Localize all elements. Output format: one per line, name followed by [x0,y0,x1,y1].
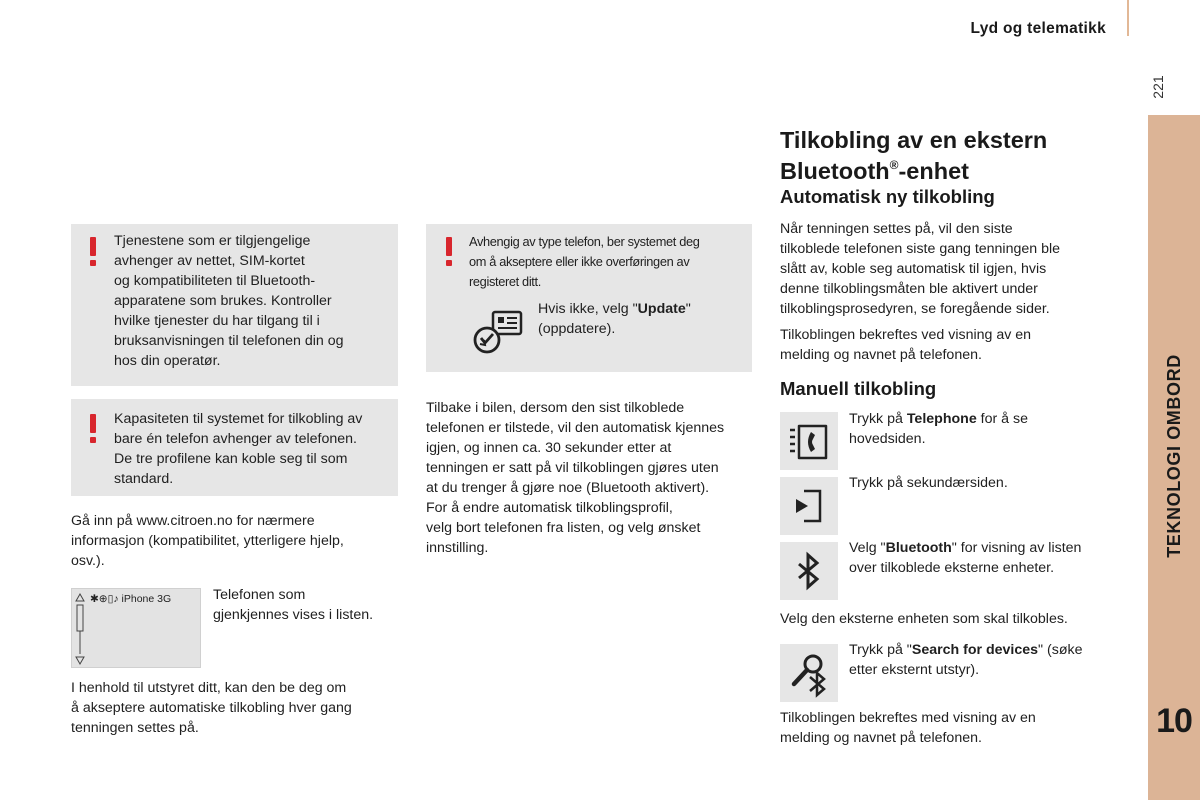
notice-register-text: Avhengig av type telefon, ber systemet deg om å akseptere eller ikke overføringen av registeret ditt. [469,234,700,289]
chapter-number: 10 [1156,702,1192,740]
auto-accept-paragraph: I henhold til utstyret ditt, kan den be deg om å akseptere automatiske tilkobling hver gang tenningen settes på. [71,680,352,736]
auto-connect-paragraph: Når tenningen settes på, vil den siste tilkoblede telefonen siste gang tenningen ble slått av, koble seg automatisk til igjen, hvis denne tilkoblingsmåten ble aktivert under tilkoblingsprosedyren, se foregående sider. [780,221,1061,317]
select-device-text: Velg den eksterne enheten som skal tilkobles. [780,611,1068,627]
bluetooth-button[interactable] [780,542,838,600]
notice-services-text: Tjenestene som er tilgjengelige avhenger av nettet, SIM-kortet og kompatibiliteten til Bluetooth- apparatene som brukes. Kontroller hvilke tjenester du har tilgang til i bruksanvisningen til telefonen din og hos din operatør. [114,233,344,369]
final-confirm-paragraph: Tilkoblingen bekreftes med visning av en melding og navnet på telefonen. [780,710,1036,746]
bluetooth-icon [780,542,838,600]
notice-box-capacity [71,399,398,496]
notice-capacity-text: Kapasiteten til systemet for tilkobling av bare én telefon avhenger av telefonen. De tre profilene kan koble seg til som standard. [114,411,363,487]
update-instruction: Hvis ikke, velg "Update" (oppdatere). [538,301,691,337]
step-telephone-text: Trykk på Telephone for å se hovedsiden. [849,411,1028,447]
step-search-text: Trykk på "Search for devices" (søke etter eksternt utstyr). [849,642,1083,678]
manual-connect-heading: Manuell tilkobling [780,378,937,399]
search-devices-icon [780,644,838,702]
exclamation-icon [443,237,455,267]
chapter-tab [1148,115,1200,800]
section-title: Lyd og telematikk [970,20,1106,37]
phone-caption: Telefonen som gjenkjennes vises i listen. [213,587,374,623]
phone-list-entry: ✱⊕▯♪ iPhone 3G [90,593,172,605]
info-paragraph: Gå inn på www.citroen.no for nærmere informasjon (kompatibilitet, ytterligere hjelp, osv.). [71,513,344,569]
telephone-button[interactable] [780,412,838,470]
scrollbar-icon [74,592,86,666]
exclamation-icon [87,414,99,444]
auto-connect-heading: Automatisk ny tilkobling [780,186,995,207]
notice-box-services [71,224,398,386]
update-contacts-icon [471,308,525,356]
auto-confirm-paragraph: Tilkoblingen bekreftes ved visning av en melding og navnet på telefonen. [780,327,1032,363]
exclamation-icon [87,237,99,267]
reconnect-paragraph: Tilbake i bilen, dersom den sist tilkoblede telefonen er tilstede, vil den automatisk kjennes igjen, og innen ca. 30 sekunder etter at tenningen er satt på vil tilkoblingen gjøres uten at du trenger å gjøre noe (Bluetooth aktivert). For å endre automatisk tilkoblingsprofil, velg bort telefonen fra listen, og velg ønsket innstilling. [426,400,725,556]
page-title: Tilkobling av en ekstern Bluetooth®-enhet [780,127,1048,184]
search-devices-button[interactable] [780,644,838,702]
notice-box-register [426,224,752,372]
header-divider [1127,0,1129,36]
page-number: 221 [1150,75,1166,99]
telephone-icon [780,412,838,470]
step-secondary-text: Trykk på sekundærsiden. [849,475,1008,491]
chapter-tab-label: TEKNOLOGI OMBORD [1164,354,1184,558]
secondary-page-icon [780,477,838,535]
secondary-page-button[interactable] [780,477,838,535]
step-bluetooth-text: Velg "Bluetooth" for visning av listen over tilkoblede eksterne enheter. [849,540,1082,576]
phone-list-screen [71,588,201,668]
